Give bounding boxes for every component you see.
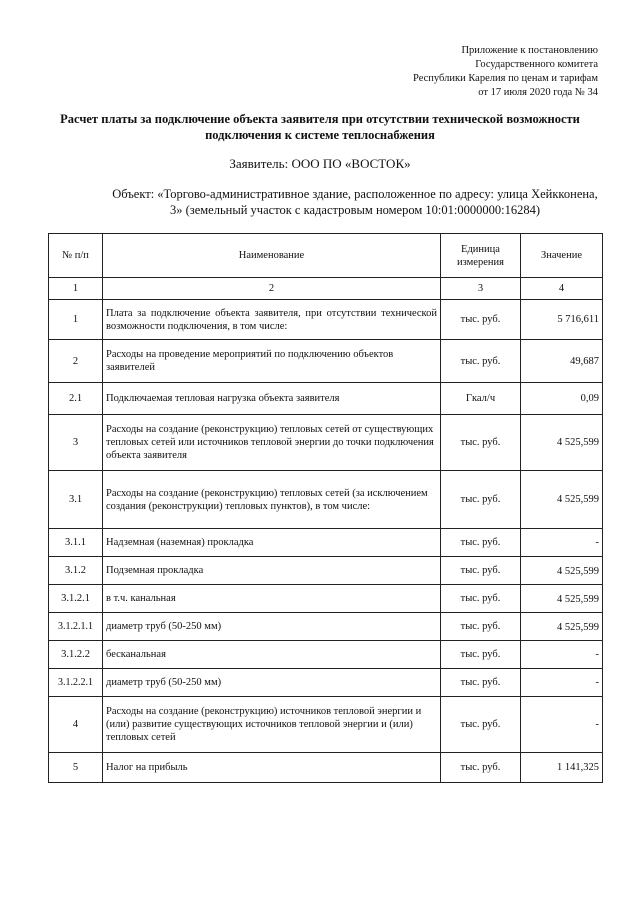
row-unit: тыс. руб. bbox=[441, 471, 521, 529]
row-unit: Гкал/ч bbox=[441, 383, 521, 415]
row-value: 4 525,599 bbox=[521, 557, 603, 585]
row-name: Расходы на создание (реконструкцию) источников тепловой энергии и (или) развитие существующих источников тепловой энергии и (или) тепловых сетей bbox=[103, 697, 441, 753]
row-number: 3.1 bbox=[49, 471, 103, 529]
row-number: 2.1 bbox=[49, 383, 103, 415]
row-name: Расходы на проведение мероприятий по подключению объектов заявителей bbox=[103, 340, 441, 383]
row-value: - bbox=[521, 669, 603, 697]
row-number: 3.1.2.1.1 bbox=[49, 613, 103, 641]
row-number: 3.1.2.1 bbox=[49, 585, 103, 613]
row-name: Плата за подключение объекта заявителя, при отсутствии технической возможности подключения, в том числе: bbox=[103, 300, 441, 340]
row-name: Расходы на создание (реконструкцию) тепловых сетей от существующих тепловых сетей или источников тепловой энергии до точки подключения объекта заявителя bbox=[103, 415, 441, 471]
header-cell-value: Значение bbox=[521, 234, 603, 278]
table-numbering-row bbox=[49, 278, 603, 300]
row-value: 1 141,325 bbox=[521, 753, 603, 783]
row-number: 3.1.2.2 bbox=[49, 641, 103, 669]
appendix-line: Республики Карелия по ценам и тарифам bbox=[413, 73, 598, 84]
row-number: 3.1.1 bbox=[49, 529, 103, 557]
row-value: 5 716,611 bbox=[521, 300, 603, 340]
row-name: Налог на прибыль bbox=[103, 753, 441, 783]
row-number: 2 bbox=[49, 340, 103, 383]
row-unit: тыс. руб. bbox=[441, 697, 521, 753]
row-value: 4 525,599 bbox=[521, 585, 603, 613]
row-value: 4 525,599 bbox=[521, 415, 603, 471]
table-row bbox=[49, 697, 603, 753]
row-number: 3.1.2.2.1 bbox=[49, 669, 103, 697]
table-row bbox=[49, 415, 603, 471]
table-row bbox=[49, 613, 603, 641]
row-name: Расходы на создание (реконструкцию) тепловых сетей (за исключением создания (реконструкции) тепловых пунктов), в том числе: bbox=[103, 471, 441, 529]
row-unit: тыс. руб. bbox=[441, 340, 521, 383]
header-cell-unit: Единица измерения bbox=[441, 234, 521, 278]
row-unit: тыс. руб. bbox=[441, 585, 521, 613]
row-unit: тыс. руб. bbox=[441, 753, 521, 783]
table-row bbox=[49, 340, 603, 383]
row-value: 4 525,599 bbox=[521, 471, 603, 529]
numbering-cell: 4 bbox=[521, 278, 603, 300]
row-value: 4 525,599 bbox=[521, 613, 603, 641]
table-row bbox=[49, 669, 603, 697]
numbering-cell: 2 bbox=[103, 278, 441, 300]
header-cell-name: Наименование bbox=[103, 234, 441, 278]
row-value: - bbox=[521, 529, 603, 557]
row-unit: тыс. руб. bbox=[441, 557, 521, 585]
row-value: 49,687 bbox=[521, 340, 603, 383]
numbering-cell: 1 bbox=[49, 278, 103, 300]
table-row bbox=[49, 471, 603, 529]
row-number: 5 bbox=[49, 753, 103, 783]
row-name: диаметр труб (50-250 мм) bbox=[103, 669, 441, 697]
row-number: 3.1.2 bbox=[49, 557, 103, 585]
row-name: в т.ч. канальная bbox=[103, 585, 441, 613]
row-name: Надземная (наземная) прокладка bbox=[103, 529, 441, 557]
row-unit: тыс. руб. bbox=[441, 669, 521, 697]
object-description: Объект: «Торгово-административное здание, расположенное по адресу: улица Хейкконена, 3» (земельный участок с кадастровым номером 10:01:0000000:16284) bbox=[112, 187, 598, 217]
row-number: 1 bbox=[49, 300, 103, 340]
applicant-line: Заявитель: ООО ПО «ВОСТОК» bbox=[229, 156, 411, 171]
row-unit: тыс. руб. bbox=[441, 613, 521, 641]
row-number: 3 bbox=[49, 415, 103, 471]
appendix-reference bbox=[413, 44, 598, 100]
row-name: диаметр труб (50-250 мм) bbox=[103, 613, 441, 641]
row-unit: тыс. руб. bbox=[441, 300, 521, 340]
table-row bbox=[49, 300, 603, 340]
table-row bbox=[49, 383, 603, 415]
row-unit: тыс. руб. bbox=[441, 415, 521, 471]
appendix-line: от 17 июля 2020 года № 34 bbox=[478, 87, 598, 98]
table-header-row bbox=[49, 234, 603, 278]
row-value: 0,09 bbox=[521, 383, 603, 415]
row-name: бесканальная bbox=[103, 641, 441, 669]
row-unit: тыс. руб. bbox=[441, 529, 521, 557]
table-row bbox=[49, 753, 603, 783]
appendix-line: Приложение к постановлению bbox=[461, 45, 598, 56]
numbering-cell: 3 bbox=[441, 278, 521, 300]
row-unit: тыс. руб. bbox=[441, 641, 521, 669]
header-cell-number: № п/п bbox=[49, 234, 103, 278]
row-value: - bbox=[521, 641, 603, 669]
table-row bbox=[49, 641, 603, 669]
calculation-table bbox=[48, 233, 603, 783]
appendix-line: Государственного комитета bbox=[475, 59, 598, 70]
document-title: Расчет платы за подключение объекта заявителя при отсутствии технической возможности подключения к системе теплоснабжения bbox=[60, 112, 580, 142]
table-row bbox=[49, 529, 603, 557]
row-number: 4 bbox=[49, 697, 103, 753]
row-name: Подключаемая тепловая нагрузка объекта заявителя bbox=[103, 383, 441, 415]
table-row bbox=[49, 557, 603, 585]
table-row bbox=[49, 585, 603, 613]
row-name: Подземная прокладка bbox=[103, 557, 441, 585]
row-value: - bbox=[521, 697, 603, 753]
